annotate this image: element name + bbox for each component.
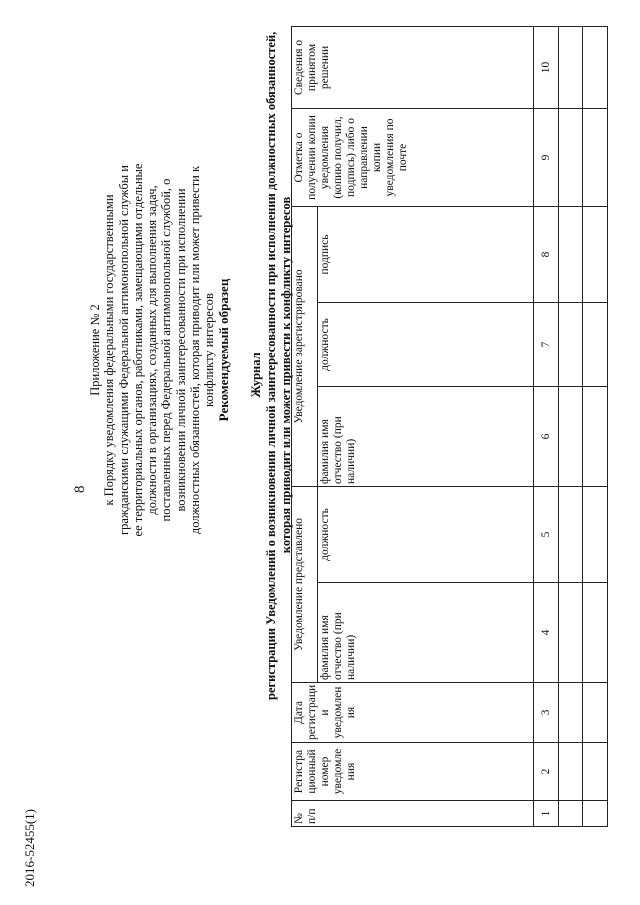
header-cell-no: № п/п [292,801,534,827]
empty-cell [558,683,583,743]
column-number-cell: 5 [534,487,559,583]
header-cell-decision: Сведения о принятом решении [292,26,534,108]
header-cell-submitted: Уведомление представлено [292,487,318,683]
subheader-cell-fio-submitted: фамилия имя отчество (при наличии) [317,583,533,683]
journal-title: Журнал [249,352,263,398]
appendix-line: должностных обязанностей, которая приводит или может привести к [188,165,203,535]
document-code: 2016-52455(1) [22,809,37,887]
empty-cell [583,206,608,302]
empty-cell [558,108,583,206]
header-cell-copy-mark: Отметка о получении копии уведомления (копию получил, подпись) либо о направлении копии уведомления по почте [292,108,534,206]
empty-cell [583,303,608,387]
empty-cell [583,801,608,827]
appendix-header [88,45,231,655]
column-number-cell: 10 [534,26,559,108]
column-number-cell: 9 [534,108,559,206]
registration-table [291,26,608,827]
empty-cell [558,487,583,583]
empty-cell [583,387,608,487]
appendix-line: конфликту интересов [202,293,217,407]
header-cell-registered: Уведомление зарегистрировано [292,206,318,486]
subheader-cell-signature: подпись [317,206,533,302]
empty-cell [558,743,583,801]
table-row [583,26,608,826]
page-number: 8 [72,485,88,493]
journal-title-block [249,31,294,700]
column-number-cell: 4 [534,583,559,683]
header-cell-reg-number: Регистра ционный номер уведомле ния [292,743,534,801]
column-number-cell: 7 [534,303,559,387]
appendix-line: ее территориальных органов, работниками, замещающими отдельные [130,163,145,537]
empty-cell [558,206,583,302]
header-cell-reg-date: Дата регистраци и уведомлен ия [292,683,534,743]
appendix-line: к Порядку уведомления федеральными государственными [102,194,117,506]
table-header-row [292,26,318,826]
empty-cell [583,683,608,743]
empty-cell [583,743,608,801]
journal-subtitle-line: которая приводит или может привести к конфликту интересов [279,196,293,554]
column-number-cell: 6 [534,387,559,487]
empty-cell [583,26,608,108]
column-number-cell: 1 [534,801,559,827]
subheader-cell-position-registered: должность [317,303,533,387]
column-number-cell: 3 [534,683,559,743]
appendix-line: поставленных перед Федеральной антимонопольной службой, о [159,178,174,522]
subheader-cell-position-submitted: должность [317,487,533,583]
empty-cell [583,108,608,206]
appendix-line: должности в организациях, созданных для выполнения задач, [145,185,160,515]
empty-cell [558,26,583,108]
appendix-line: Приложение № 2 [88,304,102,396]
column-number-cell: 2 [534,743,559,801]
empty-cell [583,487,608,583]
journal-subtitle-line: регистрации Уведомлений о возникновении личной заинтересованности при исполнении должностных обязанностей, [264,31,278,700]
empty-cell [558,583,583,683]
table-row [534,26,559,826]
empty-cell [558,387,583,487]
empty-cell [558,303,583,387]
appendix-line: гражданскими служащими Федеральной антимонопольной службы и [116,165,131,535]
table-row [558,26,583,826]
empty-cell [583,583,608,683]
empty-cell [558,801,583,827]
subheader-cell-fio-registered: фамилия имя отчество (при наличии) [317,387,533,487]
appendix-line: возникновении личной заинтересованности при исполнении [173,188,188,512]
column-number-cell: 8 [534,206,559,302]
sample-label: Рекомендуемый образец [215,278,231,422]
